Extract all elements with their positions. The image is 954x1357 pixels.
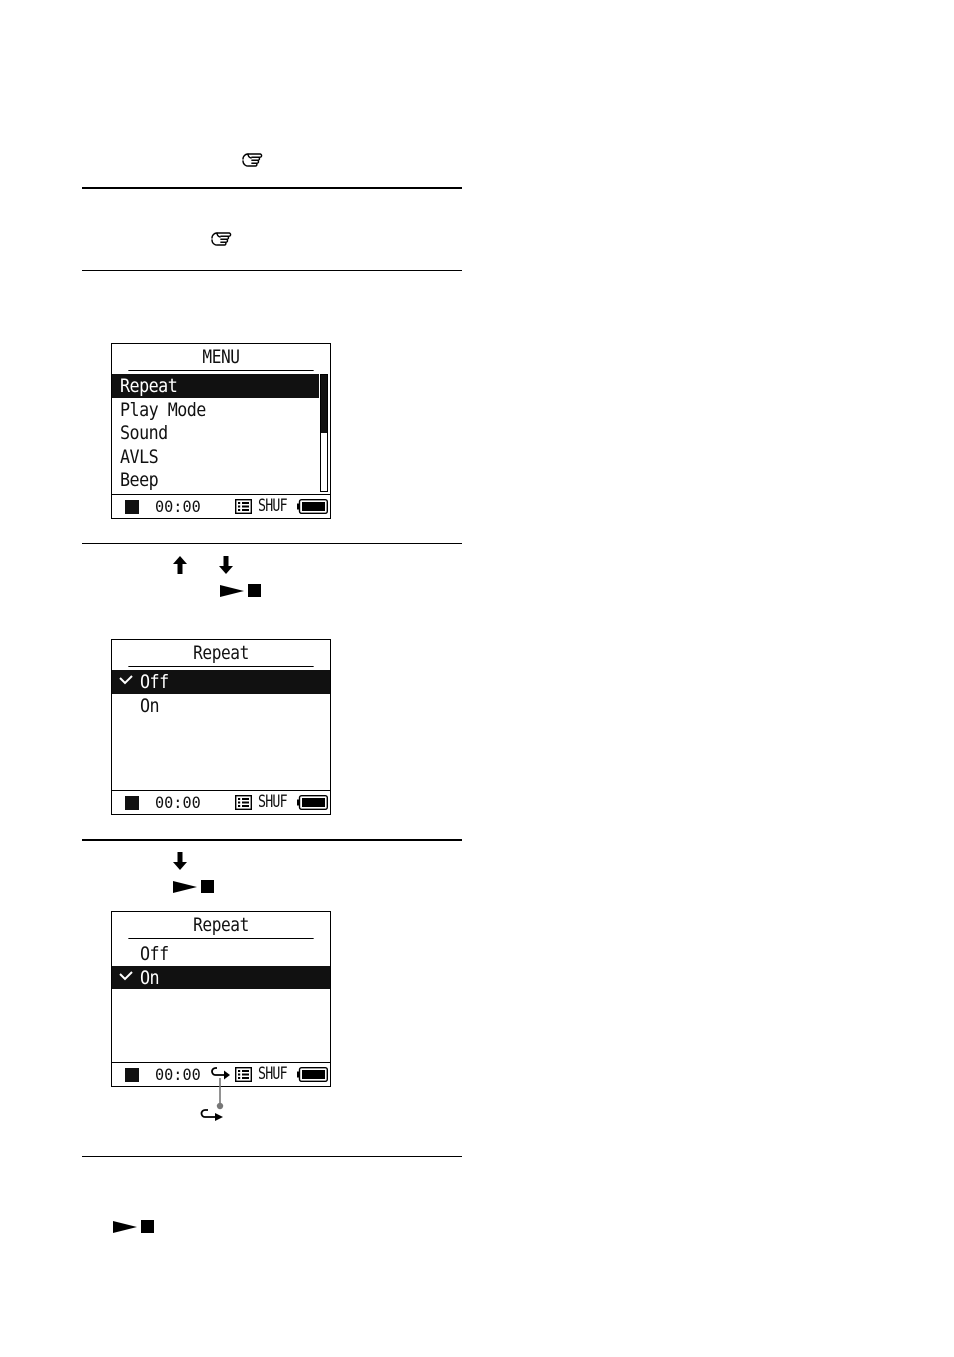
menu-item-sound[interactable]: Sound <box>120 422 168 444</box>
step-divider <box>82 1156 462 1157</box>
menu-scrollbar[interactable] <box>320 374 328 492</box>
shuffle-indicator: SHUF <box>258 1064 287 1084</box>
menu-item-beep[interactable]: Beep <box>120 469 159 491</box>
step-divider <box>82 839 462 841</box>
down-arrow-icon <box>173 852 187 870</box>
play-stop-icon <box>220 583 264 599</box>
option-off[interactable]: Off <box>112 670 330 694</box>
battery-icon <box>297 499 328 514</box>
play-stop-icon <box>113 1219 157 1235</box>
step-divider <box>82 270 462 271</box>
pointing-hand-icon <box>209 229 233 247</box>
check-icon <box>119 673 133 687</box>
repeat-screen-off <box>111 639 331 815</box>
option-off[interactable]: Off <box>140 943 169 965</box>
playlist-icon <box>235 1067 252 1082</box>
option-on[interactable]: On <box>112 966 330 990</box>
menu-item-play-mode[interactable]: Play Mode <box>120 398 206 421</box>
play-stop-icon <box>173 879 217 895</box>
repeat-icon <box>202 1110 217 1117</box>
battery-icon <box>297 795 328 810</box>
pointing-hand-icon <box>240 150 264 168</box>
stop-status-icon <box>125 500 139 514</box>
scrollbar-thumb[interactable] <box>321 375 327 433</box>
elapsed-time: 00:00 <box>155 793 201 812</box>
shuffle-indicator: SHUF <box>258 496 287 516</box>
down-arrow-icon <box>219 556 233 574</box>
playlist-icon <box>235 499 252 514</box>
step-divider <box>82 543 462 544</box>
menu-item-repeat[interactable]: Repeat <box>112 374 319 398</box>
screen-title: Repeat <box>128 640 313 667</box>
repeat-screen-on <box>111 911 331 1087</box>
menu-screen <box>111 343 331 519</box>
elapsed-time: 00:00 <box>155 1065 201 1084</box>
menu-item-avls[interactable]: AVLS <box>120 445 159 468</box>
screen-title: MENU <box>128 344 313 371</box>
shuffle-indicator: SHUF <box>258 792 287 812</box>
battery-icon <box>297 1067 328 1082</box>
up-arrow-icon <box>173 556 187 574</box>
stop-status-icon <box>125 1068 139 1082</box>
status-bar <box>112 494 330 518</box>
status-bar <box>112 790 330 814</box>
elapsed-time: 00:00 <box>155 497 201 516</box>
screen-title: Repeat <box>128 912 313 939</box>
section-divider <box>82 187 462 189</box>
repeat-callout <box>196 1078 236 1128</box>
stop-status-icon <box>125 796 139 810</box>
option-on[interactable]: On <box>140 694 160 717</box>
check-icon <box>119 969 133 983</box>
playlist-icon <box>235 795 252 810</box>
